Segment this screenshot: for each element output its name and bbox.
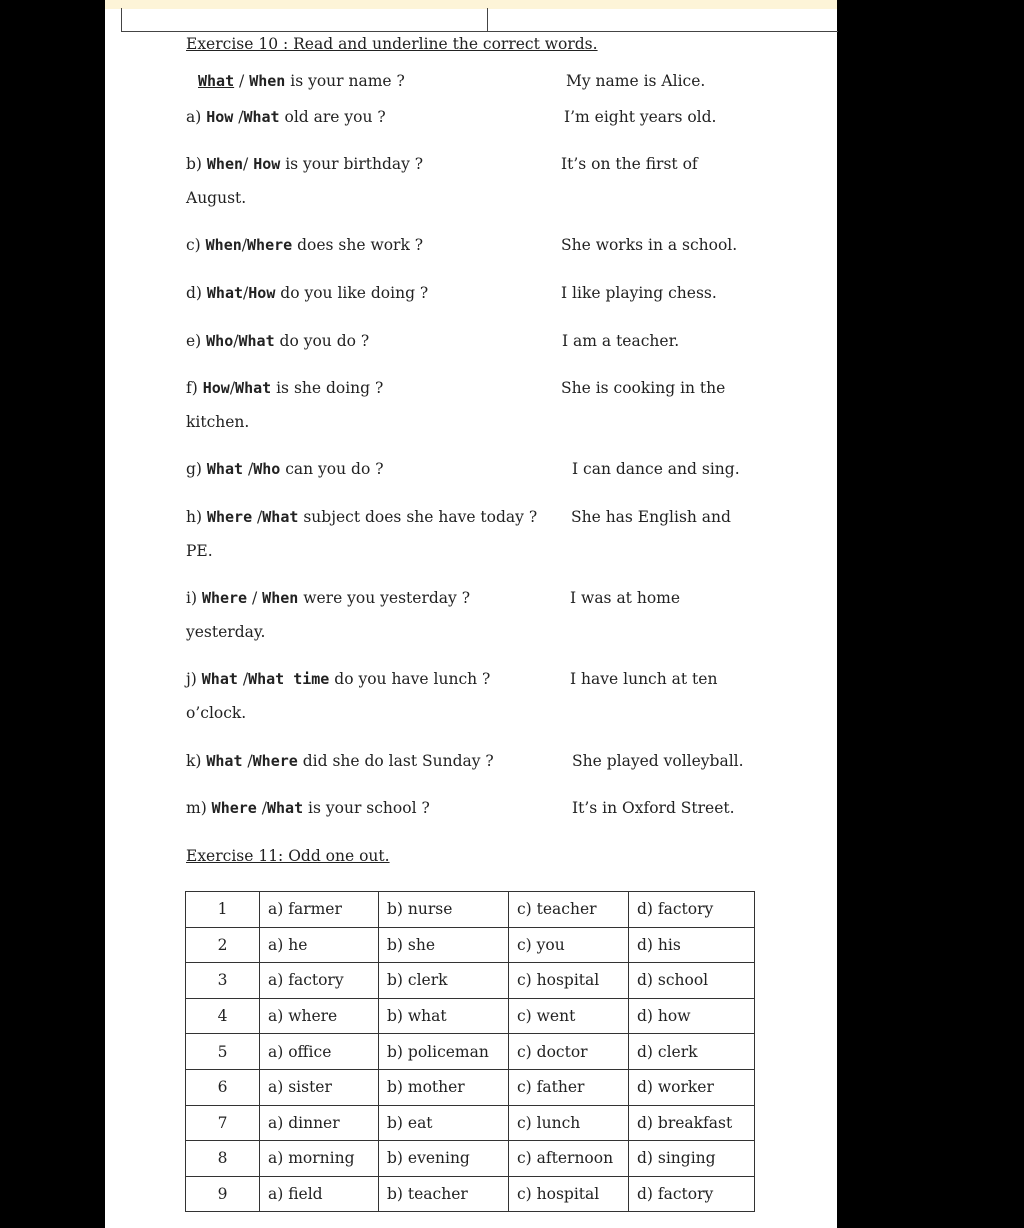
option-2[interactable]: How [248,284,276,302]
option-cell[interactable]: b) eat [379,1105,509,1141]
option-cell[interactable]: a) office [260,1034,379,1070]
question-line: b) When/ How is your birthday ? [186,155,424,173]
row-number: 7 [186,1105,260,1141]
option-1[interactable]: What [206,284,244,302]
answer-text: She has English and [571,508,731,526]
question-line: a) How /What old are you ? [186,108,386,126]
question-line: c) When/Where does she work ? [186,236,424,254]
table-row [186,1034,755,1070]
option-1[interactable]: Where [206,508,253,526]
option-1[interactable]: Who [206,332,234,350]
option-2[interactable]: What [266,799,304,817]
row-number: 8 [186,1141,260,1177]
option-1[interactable]: What [206,460,244,478]
answer-text: I can dance and sing. [572,460,740,478]
table-row [186,927,755,963]
answer-continuation: yesterday. [186,623,266,641]
example-answer: My name is Alice. [566,72,706,90]
option-cell[interactable]: b) mother [379,1069,509,1105]
option-cell[interactable]: c) father [509,1069,629,1105]
row-number: 3 [186,963,260,999]
option-cell[interactable]: c) hospital [509,963,629,999]
option-cell[interactable]: d) school [629,963,755,999]
answer-continuation: o’clock. [186,704,247,722]
option-cell[interactable]: a) sister [260,1069,379,1105]
option-2[interactable]: What [238,332,275,350]
option-2[interactable]: How [253,155,281,173]
question-line: d) What/How do you like doing ? [186,284,429,302]
table-row [186,1105,755,1141]
answer-text: She works in a school. [561,236,738,254]
answer-text: I was at home [570,589,681,607]
option-cell[interactable]: d) breakfast [629,1105,755,1141]
option-cell[interactable]: b) clerk [379,963,509,999]
example-question: What / When is your name ? [198,72,405,90]
answer-continuation: August. [186,189,247,207]
option-cell[interactable]: d) worker [629,1069,755,1105]
option-1[interactable]: When [206,155,244,173]
option-cell[interactable]: b) what [379,998,509,1034]
question-line: g) What /Who can you do ? [186,460,384,478]
option-2[interactable]: Who [253,460,281,478]
option-cell[interactable]: b) teacher [379,1176,509,1212]
table-row [186,892,755,928]
odd-one-out-table [185,891,755,1212]
worksheet-page [105,0,837,1228]
table-row [186,1176,755,1212]
row-number: 6 [186,1069,260,1105]
row-number: 4 [186,998,260,1034]
option-cell[interactable]: c) hospital [509,1176,629,1212]
option-1[interactable]: Where [201,589,248,607]
row-number: 9 [186,1176,260,1212]
option-2[interactable]: When [262,589,299,607]
option-cell[interactable]: c) doctor [509,1034,629,1070]
option-1[interactable]: What [206,752,243,770]
answer-text: I like playing chess. [561,284,717,302]
answer-text: She played volleyball. [572,752,744,770]
answer-text: It’s on the first of [561,155,698,173]
option-cell[interactable]: d) factory [629,892,755,928]
option-2[interactable]: What [262,508,299,526]
option-2[interactable]: What [235,379,272,397]
table-row [186,998,755,1034]
question-line: j) What /What time do you have lunch ? [186,670,491,688]
option-cell[interactable]: b) she [379,927,509,963]
example-option-1[interactable]: What [198,72,235,90]
option-cell[interactable]: c) you [509,927,629,963]
option-cell[interactable]: c) lunch [509,1105,629,1141]
question-line: e) Who/What do you do ? [186,332,370,350]
question-line: h) Where /What subject does she have today ? [186,508,538,526]
option-cell[interactable]: a) morning [260,1141,379,1177]
option-cell[interactable]: d) how [629,998,755,1034]
option-cell[interactable]: d) factory [629,1176,755,1212]
question-line: k) What /Where did she do last Sunday ? [186,752,494,770]
example-option-2[interactable]: When [249,72,286,90]
answer-text: It’s in Oxford Street. [572,799,735,817]
option-1[interactable]: What [201,670,238,688]
question-line: m) Where /What is your school ? [186,799,430,817]
row-number: 1 [186,892,260,928]
row-number: 2 [186,927,260,963]
option-cell[interactable]: d) his [629,927,755,963]
option-2[interactable]: Where [252,752,298,770]
table-row [186,1069,755,1105]
question-line: i) Where / When were you yesterday ? [186,589,471,607]
answer-continuation: PE. [186,542,213,560]
row-number: 5 [186,1034,260,1070]
option-1[interactable]: Where [211,799,257,817]
option-cell[interactable]: b) policeman [379,1034,509,1070]
option-cell[interactable]: d) clerk [629,1034,755,1070]
option-cell[interactable]: a) dinner [260,1105,379,1141]
option-2[interactable]: What [243,108,280,126]
option-cell[interactable]: c) teacher [509,892,629,928]
option-cell[interactable]: a) where [260,998,379,1034]
option-2[interactable]: What time [248,670,330,688]
answer-text: I am a teacher. [562,332,680,350]
table-row [186,1141,755,1177]
answer-text: She is cooking in the [561,379,726,397]
option-1[interactable]: When [205,236,242,254]
option-cell[interactable]: a) factory [260,963,379,999]
exercise-11-heading: Exercise 11: Odd one out. [186,847,390,865]
answer-text: I have lunch at ten [570,670,718,688]
answer-text: I’m eight years old. [564,108,717,126]
option-2[interactable]: Where [247,236,293,254]
previous-table-bottom [121,8,838,32]
option-cell[interactable]: c) afternoon [509,1141,629,1177]
option-1[interactable]: How [202,379,230,397]
question-line: f) How/What is she doing ? [186,379,384,397]
option-cell[interactable]: d) singing [629,1141,755,1177]
option-cell[interactable]: b) evening [379,1141,509,1177]
option-cell[interactable]: b) nurse [379,892,509,928]
option-cell[interactable]: c) went [509,998,629,1034]
table-row [186,963,755,999]
option-cell[interactable]: a) farmer [260,892,379,928]
option-1[interactable]: How [206,108,234,126]
option-cell[interactable]: a) he [260,927,379,963]
answer-continuation: kitchen. [186,413,250,431]
exercise-10-heading: Exercise 10 : Read and underline the correct words. [186,35,598,53]
option-cell[interactable]: a) field [260,1176,379,1212]
